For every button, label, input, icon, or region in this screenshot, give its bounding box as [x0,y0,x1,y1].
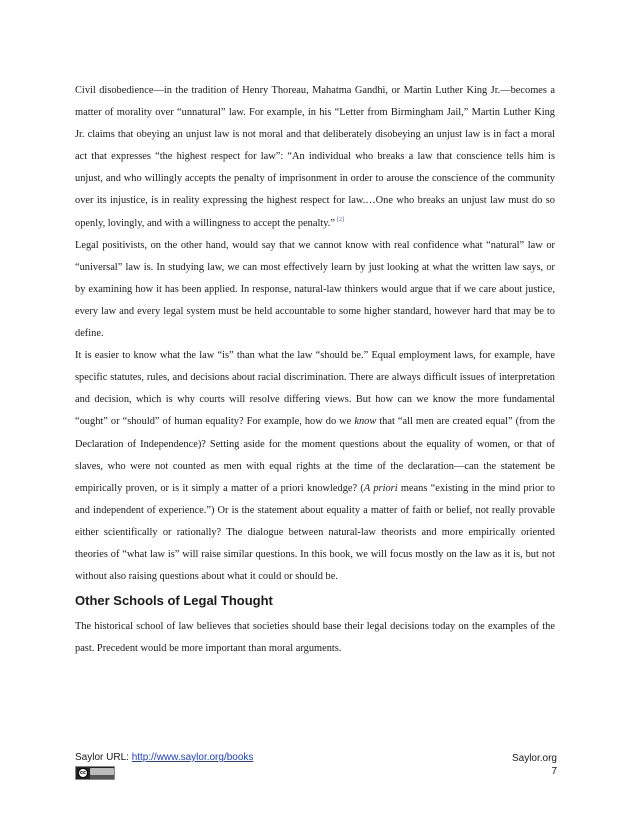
paragraph-text: that “all men are created equal” (from the Declaration of Independence)? Setting aside for the moment questions about the equality of women, or that of slaves, who were not counted as men with equal rights at the time of the declaration—can the statement be empirically proven, or is it simply a matter of a priori knowledge? ( [75,416,556,494]
paragraph-historical-school: The historical school of law believes that societies should base their legal decisions today on the examples of the past. Precedent would be more important than moral arguments. [75,621,555,655]
footer-source [75,752,253,763]
footer-url-link[interactable]: http://www.saylor.org/books [131,752,254,763]
paragraph-text: Civil disobedience—in the tradition of Henry Thoreau, Mahatma Gandhi, or Martin Luther King Jr.—becomes a matter of morality over “unnatural” law. For example, in his “Letter from Birmingham Jail,” Martin Luther King Jr. claims that obeying an unjust law is not moral and that deliberately disobeying an unjust law is in fact a moral act that expresses “the highest respect for law”: “An individual who breaks a law that conscience tells him is unjust, and who willingly accepts the penalty of imprisonment in order to arouse the conscience of the community over its injustice, is in reality expressing the highest respect for law.…One who breaks an unjust law must do so openly, lovingly, and with a willingness to accept the penalty.” [75,85,555,229]
emphasis-know: know [354,416,377,428]
footer-right [512,752,557,778]
page-number: 7 [551,766,557,777]
section-heading: Other Schools of Legal Thought [75,593,273,609]
footer-url-label: Saylor URL: [75,752,132,763]
paragraph-text: means “existing in the mind prior to and independent of experience.”) Or is the statement about equality a matter of faith or belief, not really provable either scientifically or rationally? The dialogue between natural-law theorists and more empirically oriented theories of “what law is” will raise similar questions. In this book, we will focus mostly on the law as it is, but not without also raising questions about what it could or should be. [75,482,555,583]
paragraph-law-is-vs-should-be [75,345,555,588]
creative-commons-license-icon[interactable] [75,766,115,780]
license-attributes-icon [90,768,114,775]
cc-logo-icon: cc [78,768,88,778]
footer-site-name: Saylor.org [511,753,557,764]
document-body [75,80,555,660]
emphasis-a-priori: A priori [363,482,398,494]
license-text-strip [90,775,114,779]
paragraph-legal-positivists: Legal positivists, on the other hand, would say that we cannot know with real confidence what “natural” law or “universal” law is. In studying law, we can most effectively learn by just looking at what the written law says, or by examining how it has been applied. In response, natural-law thinkers would argue that if we care about justice, every law and every legal system must be held accountable to some higher standard, however hard that may be to define. [75,239,555,340]
footnote-reference[interactable]: [2] [337,217,344,224]
paragraph-civil-disobedience [75,80,555,235]
paragraph-text: It is easier to know what the law “is” than what the law “should be.” Equal employment laws, for example, have specific statutes, rules, and decisions about racial discrimination. There are always difficult issues of interpretation and decision, which is why courts will resolve differing views. But how can we know the more fundamental “ought” or “should” of human equality? For example, how do we [75,350,555,428]
